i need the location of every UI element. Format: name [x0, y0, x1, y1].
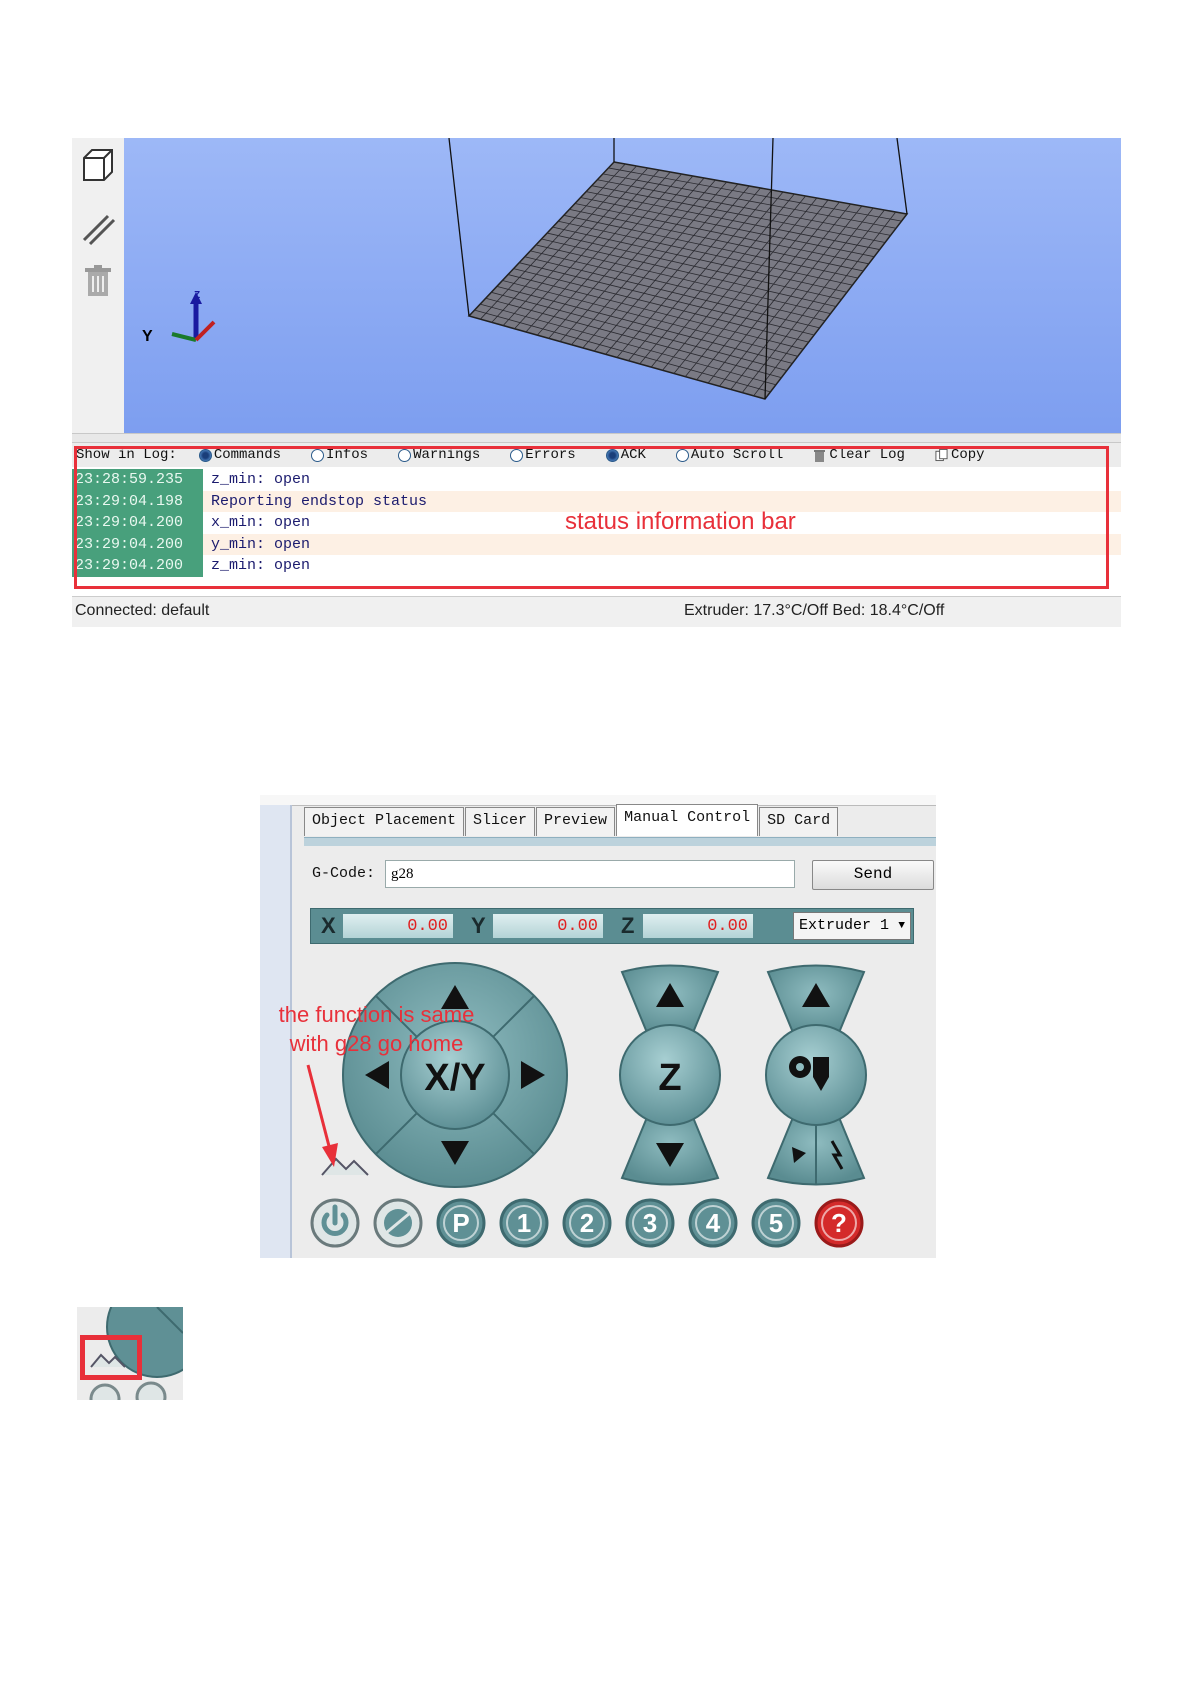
infos-radio[interactable]: [311, 449, 324, 462]
power-icon[interactable]: [310, 1198, 360, 1248]
log-option-warnings[interactable]: [398, 447, 480, 463]
errors-radio[interactable]: [510, 449, 523, 462]
auto-scroll-radio[interactable]: [676, 449, 689, 462]
button-label: 4: [705, 1208, 721, 1238]
y-position-value: 0.00: [493, 914, 603, 938]
log-timestamp: 23:29:04.200: [72, 555, 203, 577]
ack-radio[interactable]: [606, 449, 619, 462]
temperature-status: Extruder: 17.3°C/Off Bed: 18.4°C/Off: [684, 602, 945, 619]
log-option-infos[interactable]: [311, 447, 368, 463]
button-label: P: [452, 1208, 470, 1238]
axis-y-label: Y: [142, 328, 153, 345]
button-label: ?: [831, 1208, 847, 1238]
annotation-arrow: [308, 1065, 330, 1150]
tab-manual-control[interactable]: Manual Control: [616, 804, 758, 836]
repetier-log-screenshot: [72, 138, 1121, 628]
log-timestamp: 23:29:04.198: [72, 491, 203, 513]
tab-preview[interactable]: Preview: [536, 807, 615, 836]
y-axis-label: Y: [471, 913, 486, 938]
log-message: y_min: open: [211, 535, 311, 553]
log-row: [72, 555, 1121, 577]
log-timestamp: 23:29:04.200: [72, 512, 203, 534]
preset-2-button[interactable]: [562, 1198, 612, 1248]
home-annotation-line-2: with g28 go home: [289, 1031, 464, 1056]
infos-label: Infos: [326, 447, 369, 463]
log-message: Reporting endstop status: [211, 492, 428, 510]
log-timestamp: 23:28:59.235: [72, 469, 203, 491]
send-button[interactable]: Send: [812, 860, 934, 890]
no-fan-icon[interactable]: [373, 1198, 423, 1248]
log-option-errors[interactable]: [510, 447, 575, 463]
view-toolbar: [72, 138, 125, 433]
auto-scroll-label: Auto Scroll: [690, 447, 784, 463]
home-annotation: [264, 1000, 489, 1058]
z-label: Z: [658, 1057, 682, 1099]
axis-gizmo-icon: [164, 288, 264, 368]
log-message: x_min: open: [211, 514, 311, 531]
manual-control-screenshot: [260, 795, 936, 1258]
slice-lines-icon[interactable]: [78, 208, 118, 248]
connection-status: Connected: default: [75, 602, 210, 619]
preset-5-button[interactable]: [751, 1198, 801, 1248]
extruder-jog-control[interactable]: [766, 966, 866, 1186]
button-label: 3: [642, 1208, 658, 1238]
3d-viewport[interactable]: [124, 138, 1121, 433]
log-option-ack[interactable]: [606, 447, 646, 463]
gcode-label: G-Code:: [312, 865, 376, 882]
warnings-radio[interactable]: [398, 449, 411, 462]
log-row: [72, 469, 1121, 491]
copy-button[interactable]: [935, 447, 985, 463]
log-option-commands[interactable]: [199, 447, 281, 463]
ack-label: ACK: [620, 447, 646, 463]
log-option-auto-scroll[interactable]: [676, 447, 783, 463]
home-icon[interactable]: [322, 1159, 368, 1175]
log-row: [72, 534, 1121, 556]
cube-view-icon[interactable]: [78, 146, 118, 186]
clear-log-label: Clear Log: [829, 447, 905, 463]
commands-radio[interactable]: [199, 449, 212, 462]
preset-1-button[interactable]: [499, 1198, 549, 1248]
log-message: z_min: open: [211, 471, 311, 488]
button-label: 2: [579, 1208, 595, 1238]
x-axis-label: X: [321, 913, 336, 938]
log-message: z_min: open: [211, 557, 311, 574]
panel-splitter[interactable]: [72, 433, 1121, 443]
home-annotation-line-1: the function is same: [278, 1002, 475, 1027]
xy-label: X/Y: [424, 1057, 486, 1099]
highlight-box: [80, 1335, 142, 1380]
log-timestamp: 23:29:04.200: [72, 534, 203, 556]
errors-label: Errors: [525, 447, 576, 463]
print-bed-grid: [124, 138, 1121, 433]
z-jog-control[interactable]: [620, 966, 720, 1185]
warnings-label: Warnings: [413, 447, 481, 463]
log-filter-bar: [72, 443, 1121, 467]
home-icon-zoom: [77, 1307, 183, 1400]
help-button[interactable]: [814, 1198, 864, 1248]
button-label: 1: [516, 1208, 532, 1238]
z-position-value: 0.00: [643, 914, 753, 938]
preset-4-button[interactable]: [688, 1198, 738, 1248]
button-label: 5: [768, 1208, 784, 1238]
tab-slicer[interactable]: Slicer: [465, 807, 535, 836]
trash-icon[interactable]: [78, 260, 118, 300]
preset-p-button[interactable]: [436, 1198, 486, 1248]
log-panel: [72, 443, 1121, 593]
axis-z-label: Z: [194, 290, 201, 301]
chevron-down-icon: ▼: [898, 920, 905, 932]
z-axis-label: Z: [621, 913, 635, 938]
trash-icon: [813, 448, 826, 462]
commands-label: Commands: [213, 447, 282, 463]
copy-label: Copy: [950, 447, 985, 463]
clear-log-button[interactable]: [813, 447, 905, 463]
xy-jog-pad[interactable]: [343, 963, 567, 1187]
copy-icon: [935, 448, 948, 462]
x-position-value: 0.00: [343, 914, 453, 938]
extruder-select-value: Extruder 1: [799, 917, 890, 934]
tab-sd-card[interactable]: SD Card: [759, 807, 838, 836]
show-in-log-label: Show in Log:: [76, 447, 177, 463]
tab-object-placement[interactable]: Object Placement: [304, 807, 464, 836]
preset-3-button[interactable]: [625, 1198, 675, 1248]
status-info-annotation: status information bar: [565, 508, 796, 535]
status-bar: [72, 596, 1121, 627]
